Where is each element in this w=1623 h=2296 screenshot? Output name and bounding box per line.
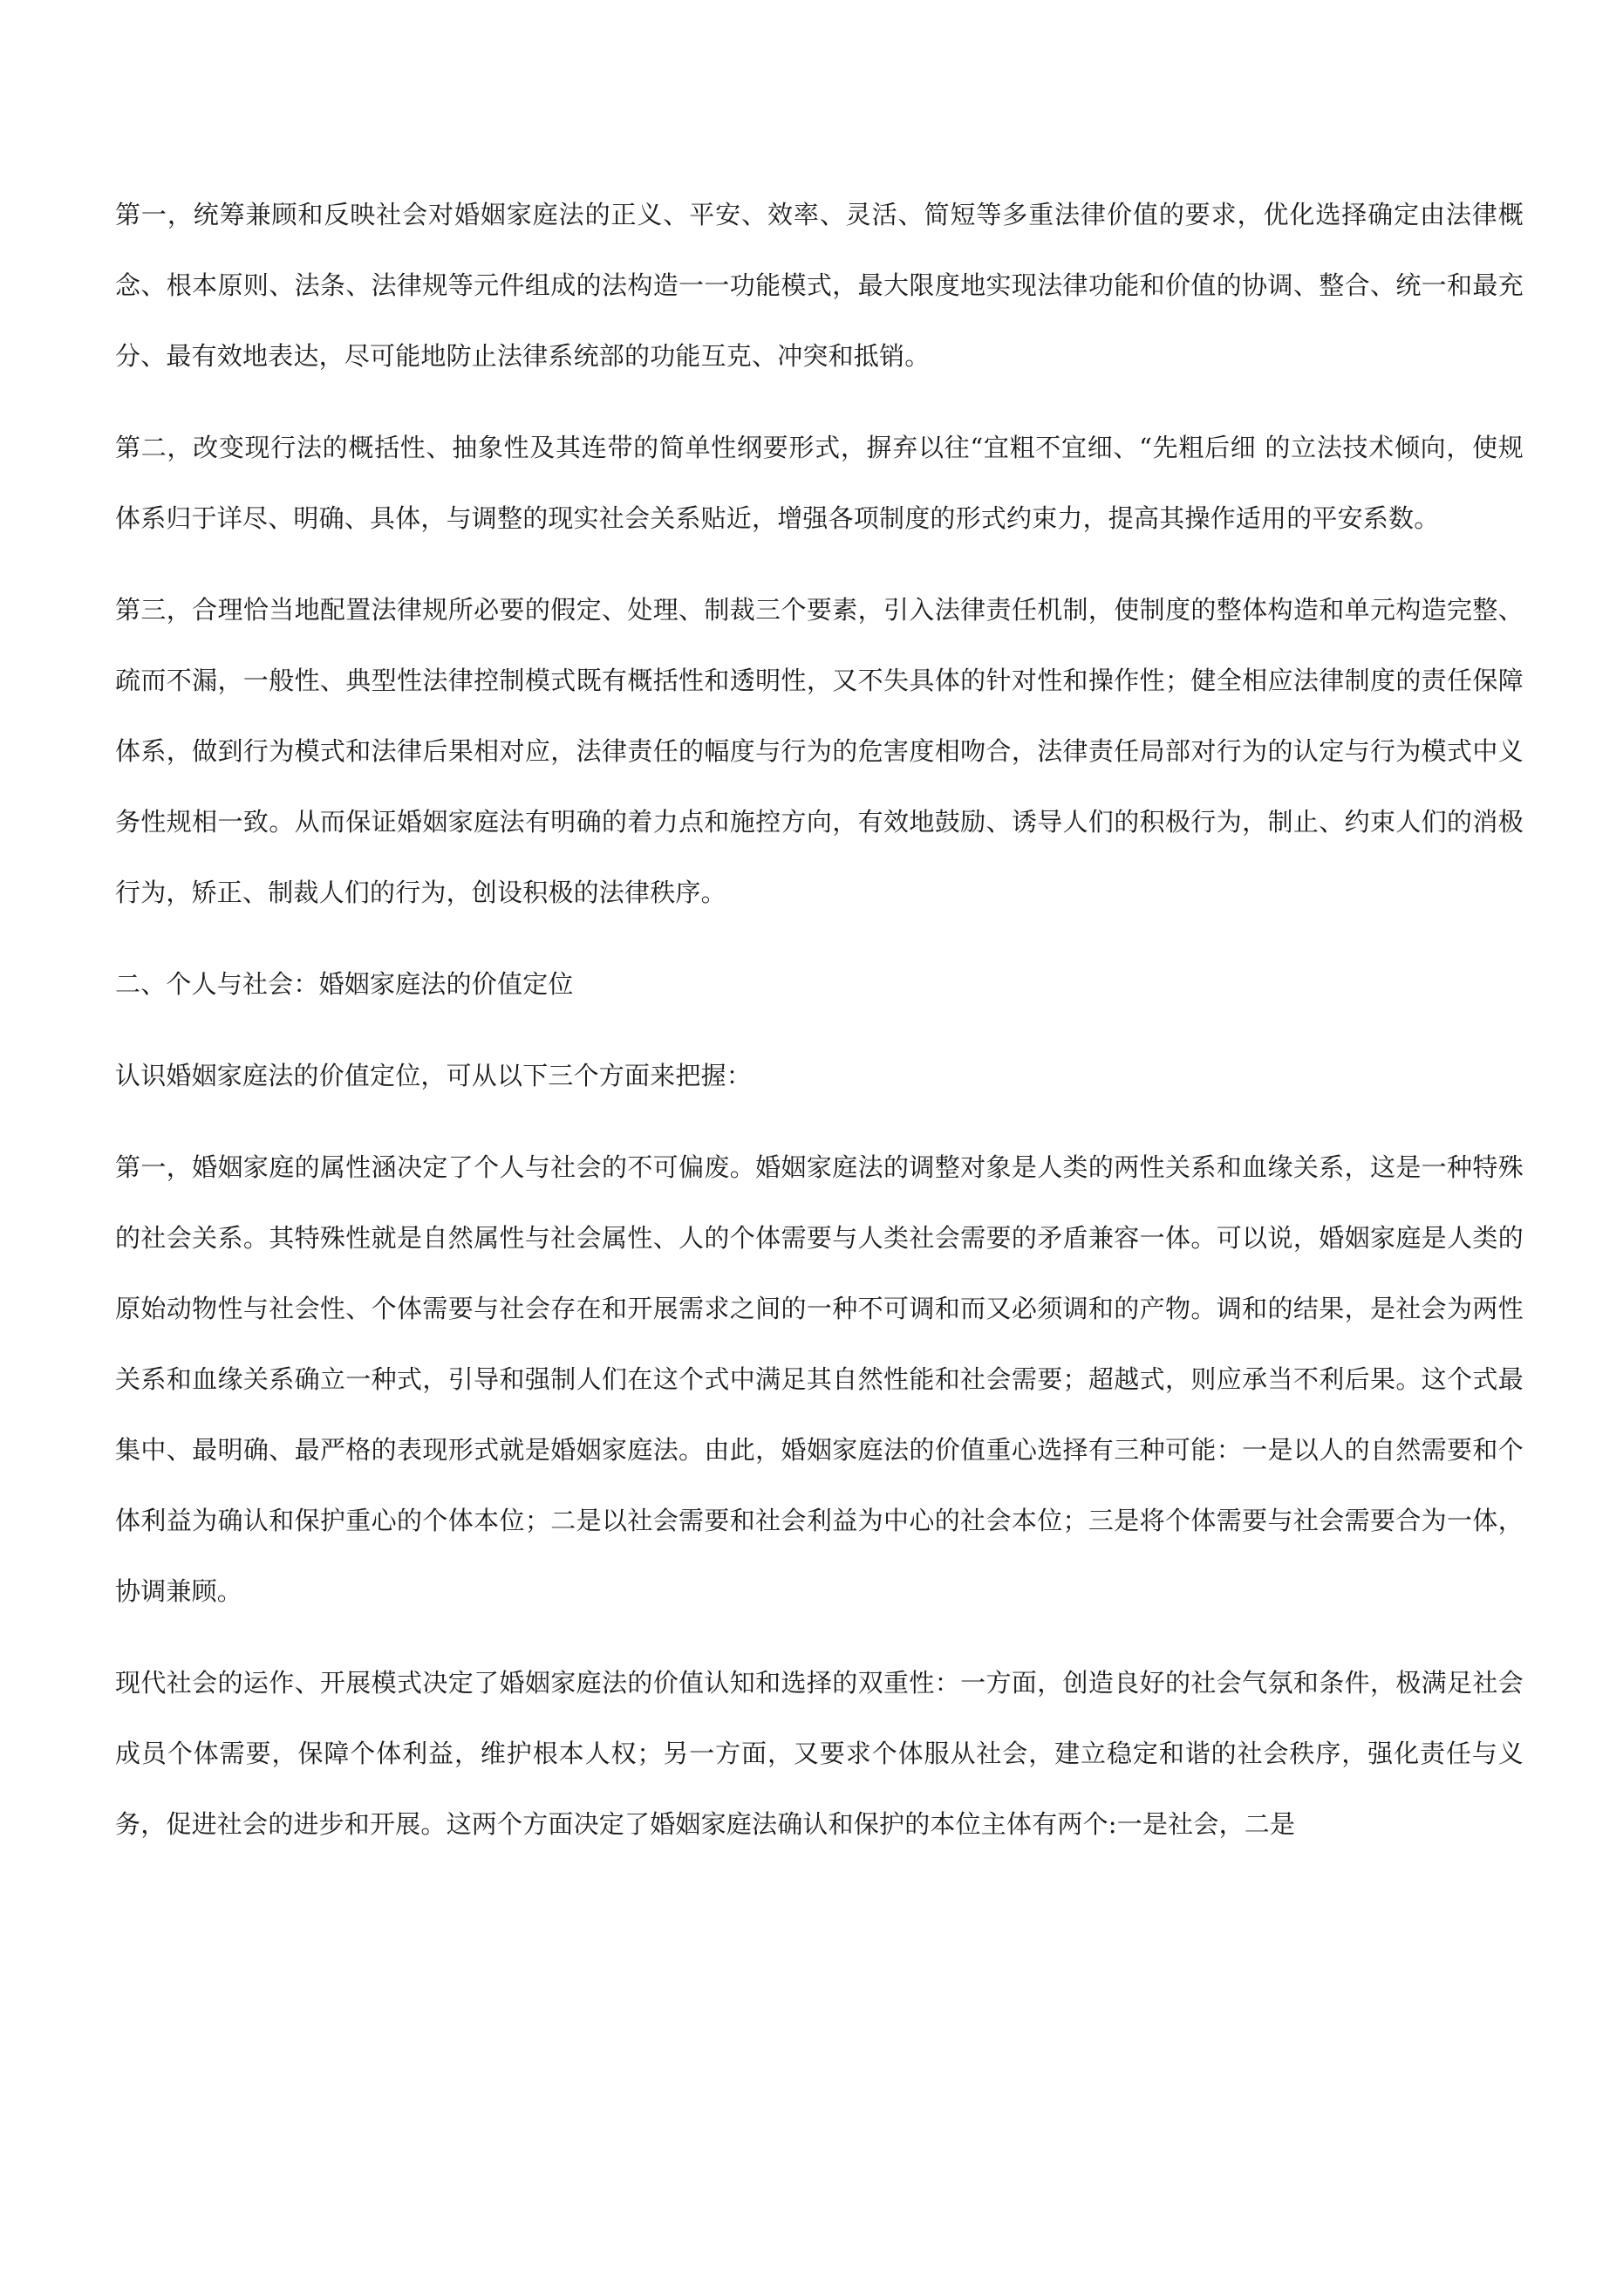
paragraph-first-attributes: 第一，婚姻家庭的属性涵决定了个人与社会的不可偏废。婚姻家庭法的调整对象是人类的两性关系和血缘关系，这是一种特殊的社会关系。其特殊性就是自然属性与社会属性、人的个体需要与人类社会需要的矛盾兼容一体。可以说，婚姻家庭是人类的原始动物性与社会性、个体需要与社会存在和开展需求之间的一种不可调和而又必须调和的产物。调和的结果，是社会为两性关系和血缘关系确立一种式，引导和强制人们在这个式中满足其自然性能和社会需要；超越式，则应承当不利后果。这个式最集中、最明确、最严格的表现形式就是婚姻家庭法。由此，婚姻家庭法的价值重心选择有三种可能：一是以人的自然需要和个体利益为确认和保护重心的个体本位；二是以社会需要和社会利益为中心的社会本位；三是将个体需要与社会需要合为一体，协调兼顾。 xyxy=(115,1152,1524,1606)
document-page xyxy=(115,180,1524,1860)
section-heading-value-orientation: 二、个人与社会：婚姻家庭法的价值定位 xyxy=(115,969,574,999)
paragraph-intro-three-aspects: 认识婚姻家庭法的价值定位，可从以下三个方面来把握： xyxy=(115,1061,753,1090)
paragraph-second-specificity: 第二，改变现行法的概括性、抽象性及其连带的简单性纲要形式，摒弃以往“宜粗不宜细、“先粗后细 的立法技术倾向，使规体系归于详尽、明确、具体，与调整的现实社会关系贴近，增强各项制度的形式约束力，提高其操作适用的平安系数。 xyxy=(115,433,1524,533)
paragraph-third-liability: 第三，合理恰当地配置法律规所必要的假定、处理、制裁三个要素，引入法律责任机制，使制度的整体构造和单元构造完整、疏而不漏，一般性、典型性法律控制模式既有概括性和透明性，又不失具体的针对性和操作性；健全相应法律制度的责任保障体系，做到行为模式和法律后果相对应，法律责任的幅度与行为的危害度相吻合，法律责任局部对行为的认定与行为模式中义务性规相一致。从而保证婚姻家庭法有明确的着力点和施控方向，有效地鼓励、诱导人们的积极行为，制止、约束人们的消极行为，矫正、制裁人们的行为，创设积极的法律秩序。 xyxy=(115,595,1524,907)
paragraph-modern-society: 现代社会的运作、开展模式决定了婚姻家庭法的价值认知和选择的双重性：一方面，创造良好的社会气氛和条件，极满足社会成员个体需要，保障个体利益，维护根本人权；另一方面，又要求个体服从社会，建立稳定和谐的社会秩序，强化责任与义务，促进社会的进步和开展。这两个方面决定了婚姻家庭法确认和保护的本位主体有两个:一是社会，二是 xyxy=(115,1668,1524,1839)
paragraph-first-coordination: 第一，统筹兼顾和反映社会对婚姻家庭法的正义、平安、效率、灵活、简短等多重法律价值的要求，优化选择确定由法律概念、根本原则、法条、法律规等元件组成的法构造一一功能模式，最大限度地实现法律功能和价值的协调、整合、统一和最充分、最有效地表达，尽可能地防止法律系统部的功能互克、冲突和抵销。 xyxy=(115,200,1524,371)
